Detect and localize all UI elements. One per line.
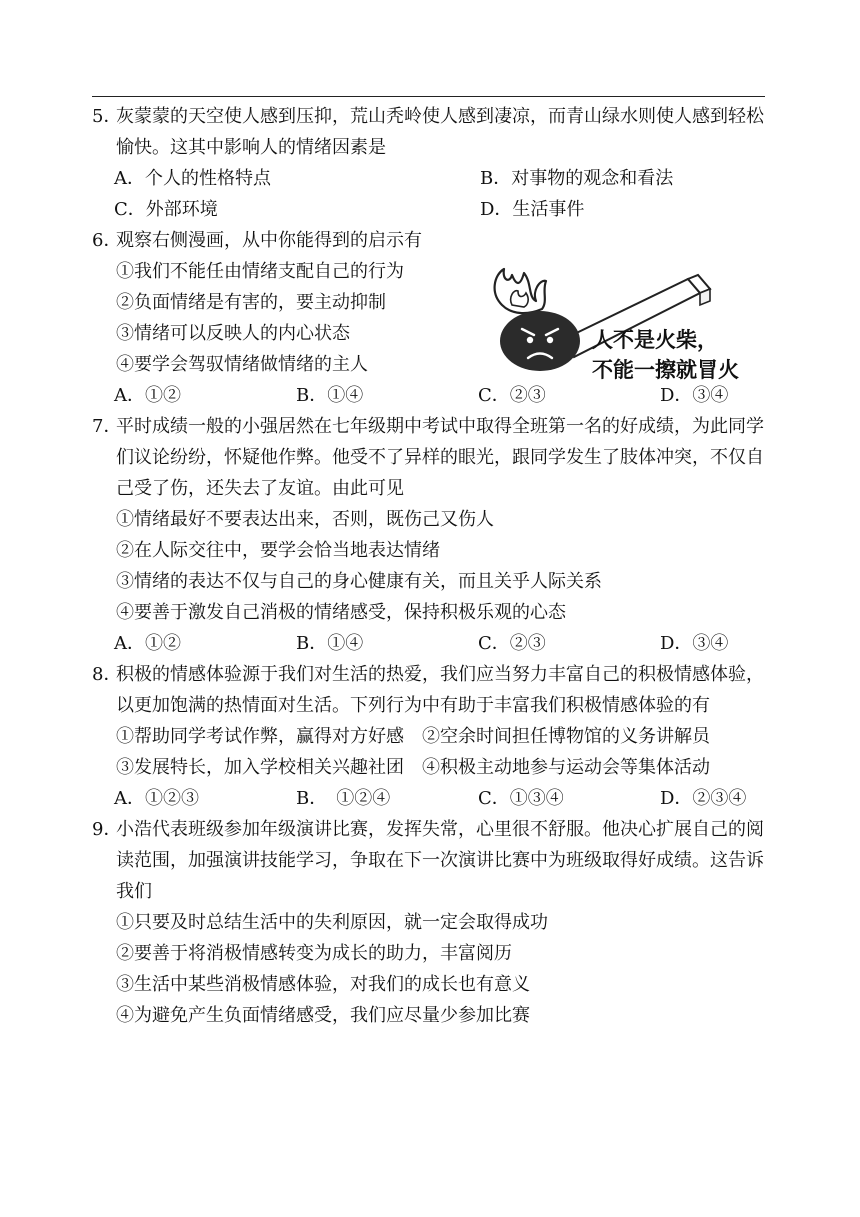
question-number: 5． xyxy=(92,106,122,127)
statement-2: ②要善于将消极情感转变为成长的助力，丰富阅历 xyxy=(116,943,512,964)
option-c[interactable]: C．②③ xyxy=(478,385,546,406)
statement-2: ②负面情绪是有害的，要主动抑制 xyxy=(116,292,386,313)
question-number: 7． xyxy=(92,416,122,437)
option-d[interactable]: D．③④ xyxy=(660,633,729,654)
question-stem: 小浩代表班级参加年级演讲比赛，发挥失常，心里很不舒服。他决心扩展自己的阅读范围，加强演讲技能学习，争取在下一次演讲比赛中为班级取得好成绩。这告诉我们 xyxy=(116,819,764,902)
option-a[interactable]: A．个人的性格特点 xyxy=(114,168,271,189)
option-a[interactable]: A．①②③ xyxy=(114,788,199,809)
question-9 xyxy=(92,814,772,1031)
match-cartoon xyxy=(484,261,769,389)
statement-4: ④为避免产生负面情绪感受，我们应尽量少参加比赛 xyxy=(116,1005,530,1026)
statement-3: ③生活中某些消极情感体验，对我们的成长也有意义 xyxy=(116,974,530,995)
question-number: 8． xyxy=(92,664,122,685)
option-c[interactable]: C．①③④ xyxy=(478,788,564,809)
question-number: 9． xyxy=(92,819,122,840)
statement-1-2: ①帮助同学考试作弊，赢得对方好感 ②空余时间担任博物馆的义务讲解员 xyxy=(116,726,710,747)
question-stem: 平时成绩一般的小强居然在七年级期中考试中取得全班第一名的好成绩，为此同学们议论纷纷，怀疑他作弊。他受不了异样的眼光，跟同学发生了肢体冲突，不仅自己受了伤，还失去了友谊。由此可见 xyxy=(116,416,764,499)
statement-3: ③情绪可以反映人的内心状态 xyxy=(116,323,350,344)
statement-1: ①我们不能任由情绪支配自己的行为 xyxy=(116,261,404,282)
statement-4: ④要学会驾驭情绪做情绪的主人 xyxy=(116,354,368,375)
option-b[interactable]: B．对事物的观念和看法 xyxy=(480,168,674,189)
statement-3: ③情绪的表达不仅与自己的身心健康有关，而且关乎人际关系 xyxy=(116,571,602,592)
question-stem: 积极的情感体验源于我们对生活的热爱，我们应当努力丰富自己的积极情感体验，以更加饱满的热情面对生活。下列行为中有助于丰富我们积极情感体验的有 xyxy=(116,664,764,716)
options xyxy=(92,163,772,225)
option-b[interactable]: B．①④ xyxy=(296,385,364,406)
cartoon-caption-line1: 人不是火柴， xyxy=(592,328,718,352)
option-c[interactable]: C．外部环境 xyxy=(114,199,218,220)
question-stem: 观察右侧漫画，从中你能得到的启示有 xyxy=(116,230,422,251)
option-a[interactable]: A．①② xyxy=(114,385,181,406)
option-d[interactable]: D．生活事件 xyxy=(480,199,585,220)
statement-4: ④要善于激发自己消极的情绪感受，保持积极乐观的心态 xyxy=(116,602,566,623)
statement-3-4: ③发展特长，加入学校相关兴趣社团 ④积极主动地参与运动会等集体活动 xyxy=(116,757,710,778)
question-number: 6． xyxy=(92,230,122,251)
option-b[interactable]: B． ①②④ xyxy=(296,788,391,809)
question-stem: 灰蒙蒙的天空使人感到压抑，荒山秃岭使人感到凄凉，而青山绿水则使人感到轻松愉快。这其中影响人的情绪因素是 xyxy=(116,106,764,158)
question-6 xyxy=(92,225,772,411)
option-d[interactable]: D．③④ xyxy=(660,385,729,406)
option-c[interactable]: C．②③ xyxy=(478,633,546,654)
question-5 xyxy=(92,101,772,225)
option-b[interactable]: B．①④ xyxy=(296,633,364,654)
question-7 xyxy=(92,411,772,659)
options xyxy=(92,783,772,814)
header-rule xyxy=(92,96,765,97)
option-d[interactable]: D．②③④ xyxy=(660,788,747,809)
statement-1: ①只要及时总结生活中的失利原因，就一定会取得成功 xyxy=(116,912,548,933)
option-a[interactable]: A．①② xyxy=(114,633,181,654)
question-8 xyxy=(92,659,772,814)
options xyxy=(92,628,772,659)
statement-2: ②在人际交往中，要学会恰当地表达情绪 xyxy=(116,540,440,561)
cartoon-caption-line2: 不能一擦就冒火 xyxy=(592,358,739,382)
statement-1: ①情绪最好不要表达出来，否则，既伤己又伤人 xyxy=(116,509,494,530)
exam-page xyxy=(92,101,772,1031)
match-head xyxy=(500,311,580,371)
